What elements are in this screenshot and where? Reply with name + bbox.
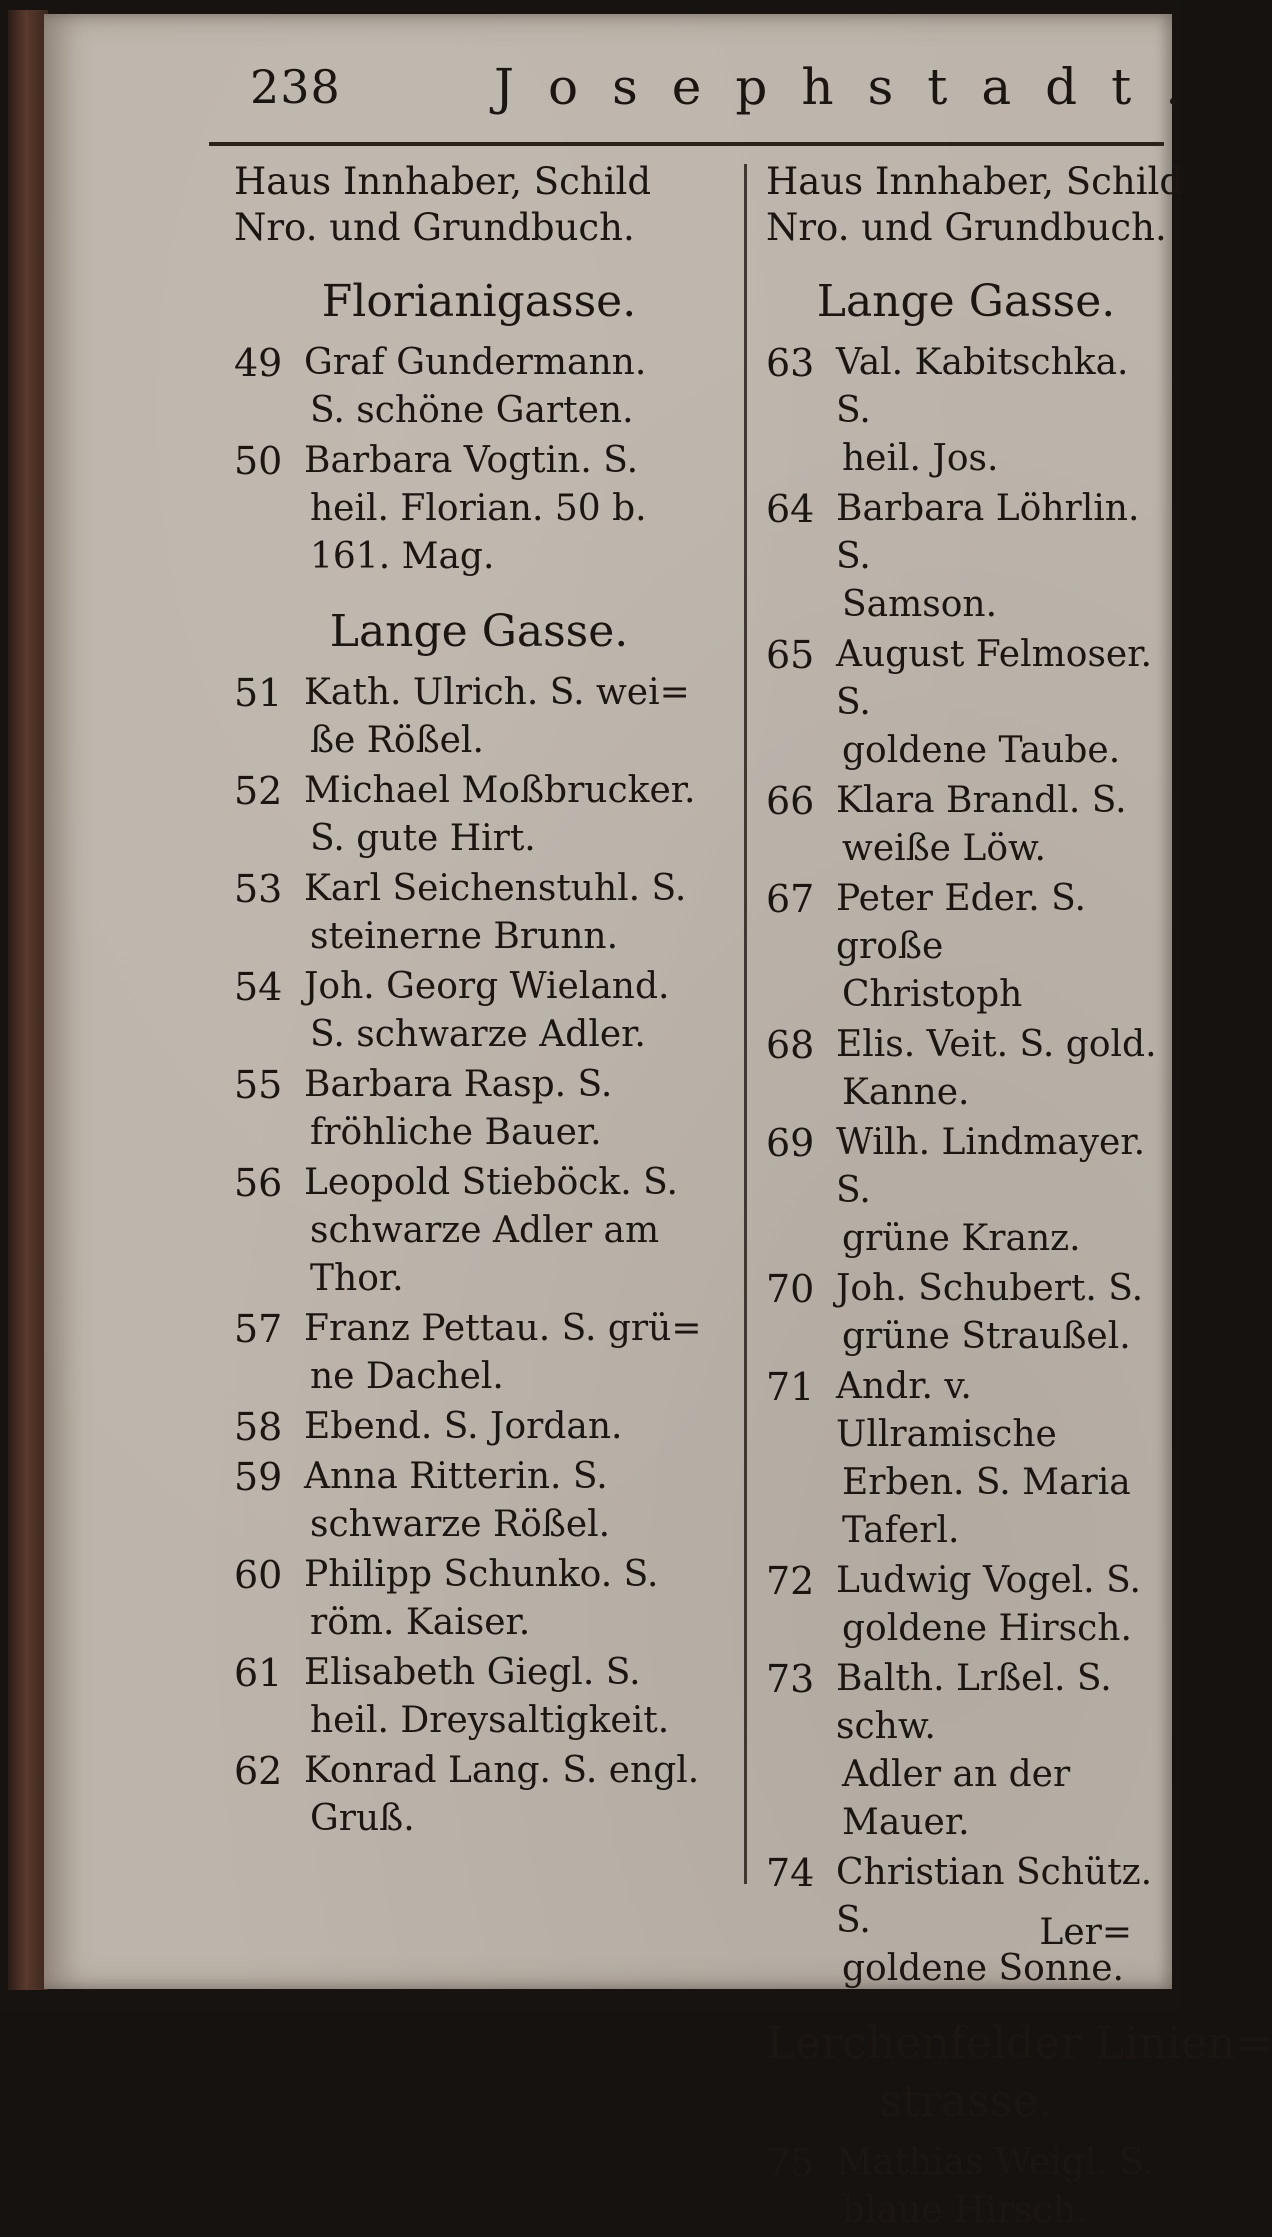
- left-column-header: [234, 159, 754, 251]
- house-entry: [766, 1021, 1166, 1117]
- house-entry: [766, 1557, 1166, 1653]
- book-page-edge: [8, 10, 48, 1990]
- column-header-line1: Haus Innhaber, Schild: [766, 160, 1184, 203]
- street-heading: Lange Gasse.: [816, 276, 1116, 327]
- entry-line3: 161. Mag.: [310, 536, 495, 577]
- entry-line1: Barbara Rasp. S.: [304, 1064, 613, 1105]
- entry-line1: Ludwig Vogel. S.: [836, 1560, 1141, 1601]
- house-number: 62: [234, 1749, 283, 1793]
- house-number: 58: [234, 1405, 283, 1449]
- entry-line2: blaue Hirsch.: [842, 2190, 1088, 2231]
- entry-line2: grüne Straußel.: [842, 1316, 1131, 1357]
- entry-line3: Thor.: [310, 1258, 404, 1299]
- entry-line2: heil. Jos.: [842, 438, 999, 479]
- entry-line2: schwarze Rößel.: [310, 1504, 611, 1545]
- entry-line1: Elis. Veit. S. gold.: [836, 1024, 1157, 1065]
- entry-line1: August Felmoser. S.: [836, 634, 1152, 723]
- house-entry: [766, 777, 1166, 873]
- entry-line1: Ebend. S. Jordan.: [304, 1406, 623, 1447]
- house-number: 55: [234, 1063, 283, 1107]
- house-number: 50: [234, 439, 283, 483]
- house-number: 72: [766, 1559, 815, 1603]
- house-entry: [234, 1061, 754, 1157]
- running-title: Josephstadt.: [494, 58, 1216, 116]
- house-entry: [234, 1305, 754, 1401]
- entry-line2: heil. Florian. 50 b.: [310, 488, 647, 529]
- house-number: 74: [766, 1851, 815, 1895]
- column-header-line1: Haus Innhaber, Schild: [234, 160, 652, 203]
- entry-line1: Klara Brandl. S.: [836, 780, 1127, 821]
- house-number: 64: [766, 487, 815, 531]
- house-number: 59: [234, 1455, 283, 1499]
- entry-line1: Philipp Schunko. S.: [304, 1554, 659, 1595]
- house-number: 73: [766, 1657, 815, 1701]
- house-entry: [234, 963, 754, 1059]
- entry-line2: S. schwarze Adler.: [310, 1014, 646, 1055]
- house-number: 51: [234, 671, 283, 715]
- house-entry: [766, 631, 1166, 775]
- house-number: 49: [234, 341, 283, 385]
- house-number: 57: [234, 1307, 283, 1351]
- entry-line2: Samson.: [842, 584, 998, 625]
- entry-line1: Joh. Georg Wieland.: [304, 966, 670, 1007]
- house-entry: [234, 1403, 754, 1451]
- house-number: 71: [766, 1365, 815, 1409]
- house-entry: [766, 1265, 1166, 1361]
- entry-line1: Karl Seichenstuhl. S.: [304, 868, 687, 909]
- house-number: 75: [766, 2141, 815, 2185]
- book-page: [44, 14, 1272, 2231]
- house-number: 69: [766, 1121, 815, 1165]
- left-column: [234, 159, 754, 1845]
- house-entry: [234, 1551, 754, 1647]
- house-entry: [766, 485, 1166, 629]
- entry-line2: grüne Kranz.: [842, 1218, 1081, 1259]
- entry-line1: Barbara Vogtin. S.: [304, 440, 639, 481]
- house-entry: [234, 669, 754, 765]
- house-number: 53: [234, 867, 283, 911]
- entry-line2: steinerne Brunn.: [310, 916, 619, 957]
- street-heading: Lerchenfelder Linien=: [766, 2018, 1272, 2069]
- entry-line2: heil. Dreysaltigkeit.: [310, 1700, 670, 1741]
- entry-line1: Joh. Schubert. S.: [836, 1268, 1144, 1309]
- house-number: 65: [766, 633, 815, 677]
- house-entry: [234, 437, 754, 581]
- left-sections: [234, 273, 754, 1843]
- entry-line1: Michael Moßbrucker.: [304, 770, 696, 811]
- entry-line2: S. gute Hirt.: [310, 818, 536, 859]
- house-entry: [766, 1655, 1166, 1847]
- entry-line2: röm. Kaiser.: [310, 1602, 531, 1643]
- house-entry: [234, 339, 754, 435]
- street-heading: Lange Gasse.: [329, 606, 629, 657]
- entry-line1: Mathias Weigl. S.: [836, 2142, 1155, 2183]
- house-number: 66: [766, 779, 815, 823]
- entry-line2: Christoph: [842, 974, 1023, 1015]
- entry-line1: Christian Schütz. S.: [836, 1852, 1153, 1941]
- house-entry: [766, 339, 1166, 483]
- catchword: Ler=: [1039, 1912, 1132, 1953]
- entry-line2: Kanne.: [842, 1072, 970, 1113]
- house-entry: [766, 875, 1166, 1019]
- house-number: 56: [234, 1161, 283, 1205]
- entry-line1: Leopold Stieböck. S.: [304, 1162, 678, 1203]
- entry-line1: Elisabeth Giegl. S.: [304, 1652, 641, 1693]
- house-number: 52: [234, 769, 283, 813]
- entry-line1: Wilh. Lindmayer. S.: [836, 1122, 1146, 1211]
- house-entry: [234, 1159, 754, 1303]
- house-entry: [234, 1453, 754, 1549]
- house-number: 63: [766, 341, 815, 385]
- page-header: [44, 54, 1216, 124]
- street-heading-continued: strasse.: [879, 2076, 1053, 2127]
- entry-line1: Peter Eder. S. große: [836, 878, 1086, 967]
- house-number: 70: [766, 1267, 815, 1311]
- column-header-line2: Nro. und Grundbuch.: [234, 206, 635, 249]
- house-entry: [766, 2139, 1166, 2235]
- house-entry: [766, 1119, 1166, 1263]
- page-number: 238: [250, 60, 341, 114]
- entry-line1: Barbara Löhrlin. S.: [836, 488, 1140, 577]
- entry-line3: Taferl.: [842, 1510, 960, 1551]
- entry-line1: Val. Kabitschka. S.: [836, 342, 1129, 431]
- entry-line1: Konrad Lang. S. engl.: [304, 1750, 700, 1791]
- entry-line1: Andr. v. Ullramische: [836, 1366, 1057, 1455]
- entry-line2: S. schöne Garten.: [310, 390, 634, 431]
- entry-line2: ße Rößel.: [310, 720, 484, 761]
- right-column-header: [766, 159, 1184, 251]
- house-entry: [234, 1747, 754, 1843]
- house-number: 54: [234, 965, 283, 1009]
- house-number: 68: [766, 1023, 815, 1067]
- entry-line1: Kath. Ulrich. S. wei=: [304, 672, 690, 713]
- entry-line2: schwarze Adler am: [310, 1210, 660, 1251]
- entry-line2: goldene Sonne.: [842, 1948, 1124, 1989]
- entry-line2: Erben. S. Maria: [842, 1462, 1131, 1503]
- column-header-line2: Nro. und Grundbuch.: [766, 206, 1167, 249]
- house-number: 61: [234, 1651, 283, 1695]
- street-heading: Florianigasse.: [321, 276, 637, 327]
- house-number: 60: [234, 1553, 283, 1597]
- house-entry: [234, 767, 754, 863]
- entry-line1: Balth. Lrßel. S. schw.: [836, 1658, 1112, 1747]
- header-rule: [209, 142, 1164, 146]
- house-entry: [234, 1649, 754, 1745]
- house-number: 67: [766, 877, 815, 921]
- entry-line2: weiße Löw.: [842, 828, 1046, 869]
- entry-line1: Franz Pettau. S. grü=: [304, 1308, 702, 1349]
- entry-line2: Adler an der Mauer.: [842, 1754, 1071, 1843]
- entry-line2: fröhliche Bauer.: [310, 1112, 602, 1153]
- house-entry: [234, 865, 754, 961]
- entry-line2: Gruß.: [310, 1798, 415, 1839]
- entry-line2: ne Dachel.: [310, 1356, 504, 1397]
- house-entry: [766, 1363, 1166, 1555]
- entry-line2: goldene Taube.: [842, 730, 1121, 771]
- entry-line1: Anna Ritterin. S.: [304, 1456, 608, 1497]
- entry-line2: goldene Hirsch.: [842, 1608, 1132, 1649]
- entry-line1: Graf Gundermann.: [304, 342, 647, 383]
